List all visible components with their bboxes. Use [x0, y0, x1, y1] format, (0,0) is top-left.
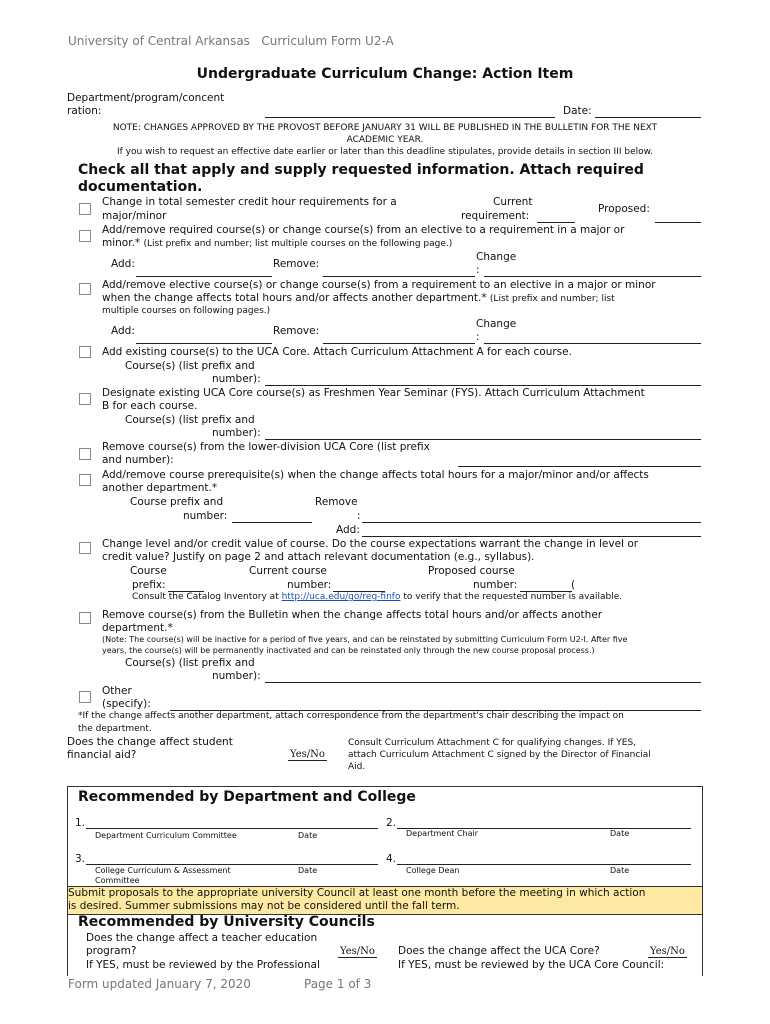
- required-courses-checkbox[interactable]: [79, 230, 91, 242]
- instructions-2: documentation.: [78, 179, 203, 195]
- catalog-consult-pre: Consult the Catalog Inventory at: [132, 592, 282, 602]
- deadline-line-2: is desired. Summer submissions may not be considered until the fall term.: [68, 900, 460, 912]
- core-add-checkbox[interactable]: [79, 346, 91, 358]
- core-add-course-label-1: Course(s) (list prefix and: [125, 360, 255, 372]
- required-remove-label: Remove:: [273, 258, 320, 270]
- dept-label-2: ration:: [67, 105, 102, 117]
- bulletin-remove-label-2: department.*: [102, 622, 173, 634]
- elective-courses-note-2: multiple courses on following pages.): [102, 306, 271, 316]
- prereq-label-1: Add/remove course prerequisite(s) when the change affects total hours for a major/minor and/or affects: [102, 469, 649, 481]
- level-paren: (: [571, 579, 576, 591]
- signature-number-1: 1.: [75, 817, 86, 829]
- level-credit-label-1: Change level and/or credit value of course. Do the course expectations warrant the change in level or: [102, 538, 639, 550]
- elective-add-label: Add:: [111, 325, 135, 337]
- footer-page-number: Page 1 of 3: [304, 977, 372, 991]
- required-courses-note: (List prefix and number; list multiple courses on the following page.): [143, 239, 453, 249]
- required-courses-label-2: minor.*: [102, 237, 141, 249]
- dept-chair-label: Department Chair: [406, 829, 479, 838]
- teacher-ed-question-2: program?: [86, 945, 137, 957]
- teacher-ed-review-note: If YES, must be reviewed by the Professional: [86, 959, 320, 971]
- prereq-checkbox[interactable]: [79, 474, 91, 486]
- prereq-course-label-2: number:: [183, 510, 228, 522]
- page-title: Undergraduate Curriculum Change: Action Item: [196, 66, 574, 82]
- proposed-label: Proposed:: [598, 203, 650, 215]
- required-add-field[interactable]: [136, 276, 272, 277]
- bulletin-course-label-2: number):: [212, 670, 261, 682]
- bulletin-course-label-1: Course(s) (list prefix and: [125, 657, 255, 669]
- credit-hours-checkbox[interactable]: [79, 203, 91, 215]
- current-requirement-field[interactable]: [537, 222, 575, 223]
- prereq-course-field[interactable]: [232, 522, 312, 523]
- institution-name: University of Central Arkansas: [68, 34, 250, 48]
- date-label: Date:: [563, 105, 592, 117]
- core-yes-no-field[interactable]: Yes/No: [650, 946, 685, 957]
- fys-course-label-2: number):: [212, 427, 261, 439]
- dept-college-heading: Recommended by Department and College: [78, 789, 416, 805]
- current-requirement-label-2: requirement:: [461, 210, 530, 222]
- fys-course-field[interactable]: [265, 439, 701, 440]
- date-field[interactable]: [595, 117, 701, 118]
- dept-chair-date-label: Date: [610, 829, 630, 838]
- catalog-inventory-link[interactable]: http://uca.edu/go/reg-finfo: [281, 592, 401, 602]
- note-line-3: If you wish to request an effective date earlier or later than this deadline stipulates, provide details in section III below.: [116, 147, 654, 157]
- core-question: Does the change affect the UCA Core?: [398, 945, 600, 957]
- aid-consult-2: attach Curriculum Attachment C signed by the Director of Financial: [348, 750, 651, 760]
- core-remove-label-1: Remove course(s) from the lower-division UCA Core (list prefix: [102, 441, 430, 453]
- aid-yes-no-field[interactable]: Yes/No: [290, 749, 325, 760]
- college-committee-date-label: Date: [298, 866, 318, 875]
- signature-number-4: 4.: [386, 853, 397, 865]
- other-label-2: (specify):: [102, 698, 151, 710]
- elective-change-label-2: :: [476, 331, 480, 343]
- elective-remove-label: Remove:: [273, 325, 320, 337]
- elective-courses-label-1: Add/remove elective course(s) or change course(s) from a requirement to an elective in a major or minor: [102, 279, 656, 291]
- councils-heading: Recommended by University Councils: [78, 914, 375, 930]
- college-committee-label-1: College Curriculum & Assessment: [95, 866, 231, 875]
- credit-hours-label-2: major/minor: [102, 210, 167, 222]
- bulletin-course-field[interactable]: [265, 682, 701, 683]
- level-proposed-label-2: number:: [473, 579, 518, 591]
- required-change-label-2: :: [476, 264, 480, 276]
- other-checkbox[interactable]: [79, 691, 91, 703]
- core-add-course-field[interactable]: [265, 385, 701, 386]
- proposed-field[interactable]: [655, 222, 701, 223]
- elective-add-field[interactable]: [136, 343, 272, 344]
- required-change-field[interactable]: [484, 276, 701, 277]
- elective-courses-note-1: (List prefix and number; list: [489, 294, 615, 304]
- college-dean-signature[interactable]: [397, 864, 691, 865]
- level-current-label-2: number:: [287, 579, 332, 591]
- note-line-1: NOTE: CHANGES APPROVED BY THE PROVOST BEFORE JANUARY 31 WILL BE PUBLISHED IN THE BULLETIN FOR THE NEXT: [112, 123, 658, 133]
- prereq-remove-label-1: Remove: [315, 496, 358, 508]
- signature-number-2: 2.: [386, 817, 397, 829]
- required-remove-field[interactable]: [323, 276, 475, 277]
- bulletin-note-2: years, the course(s) will be permanently inactivated and can be reinstated only through the new course proposal process.): [102, 646, 595, 655]
- elective-remove-field[interactable]: [323, 343, 475, 344]
- core-remove-field[interactable]: [458, 466, 701, 467]
- aid-question-2: financial aid?: [67, 749, 137, 761]
- required-courses-label-1: Add/remove required course(s) or change course(s) from an elective to a requirement in a major or: [102, 224, 625, 236]
- aid-consult-1: Consult Curriculum Attachment C for qualifying changes. If YES,: [348, 738, 637, 748]
- dept-committee-label: Department Curriculum Committee: [95, 831, 237, 840]
- level-credit-label-2: credit value? Justify on page 2 and attach relevant documentation (e.g., syllabus).: [102, 551, 535, 563]
- college-committee-label-2: Committee: [95, 876, 140, 885]
- credit-hours-label-1: Change in total semester credit hour requirements for a: [102, 196, 397, 208]
- elective-courses-checkbox[interactable]: [79, 283, 91, 295]
- required-change-label-1: Change: [476, 251, 517, 263]
- core-review-note: If YES, must be reviewed by the UCA Core Council:: [398, 959, 665, 971]
- fys-course-label-1: Course(s) (list prefix and: [125, 414, 255, 426]
- aid-question-1: Does the change affect student: [67, 736, 233, 748]
- signature-number-3: 3.: [75, 853, 86, 865]
- deadline-line-1: Submit proposals to the appropriate university Council at least one month before the meeting in which action: [68, 887, 646, 899]
- prereq-add-field[interactable]: [362, 536, 701, 537]
- level-current-label-1: Current course: [249, 565, 327, 577]
- level-proposed-label-1: Proposed course: [428, 565, 515, 577]
- elective-courses-label-2: when the change affects total hours and/or affects another department.*: [102, 292, 487, 304]
- footnote-2: the department.: [78, 724, 152, 734]
- prereq-course-label-1: Course prefix and: [130, 496, 224, 508]
- bulletin-remove-label-1: Remove course(s) from the Bulletin when the change affects total hours and/or affects another: [102, 609, 603, 621]
- prereq-remove-label-2: :: [357, 510, 361, 522]
- prereq-remove-field[interactable]: [362, 522, 701, 523]
- college-dean-date-label: Date: [610, 866, 630, 875]
- current-requirement-label-1: Current: [493, 196, 533, 208]
- teacher-ed-question-1: Does the change affect a teacher education: [86, 932, 318, 944]
- teacher-ed-yes-no-field[interactable]: Yes/No: [340, 946, 375, 957]
- form-header: [68, 34, 394, 48]
- form-id: Curriculum Form U2-A: [261, 34, 394, 48]
- college-dean-label: College Dean: [406, 866, 460, 875]
- fys-label-2: B for each course.: [102, 400, 198, 412]
- footer-updated: Form updated January 7, 2020: [68, 977, 251, 991]
- dept-label-1: Department/program/concent: [67, 92, 225, 104]
- level-credit-checkbox[interactable]: [79, 542, 91, 554]
- bulletin-remove-checkbox[interactable]: [79, 612, 91, 624]
- dept-committee-signature[interactable]: [86, 828, 378, 829]
- fys-checkbox[interactable]: [79, 393, 91, 405]
- dept-committee-date-label: Date: [298, 831, 318, 840]
- level-prefix-label-1: Course: [130, 565, 167, 577]
- college-committee-signature[interactable]: [86, 864, 378, 865]
- footnote-1: *If the change affects another department, attach correspondence from the department's chair describing the impact on: [78, 711, 624, 721]
- note-line-2: ACADEMIC YEAR.: [346, 135, 424, 145]
- instructions-1: Check all that apply and supply requested information. Attach required: [78, 162, 644, 178]
- dept-field[interactable]: [265, 117, 555, 118]
- elective-change-field[interactable]: [484, 343, 701, 344]
- prereq-add-label: Add:: [336, 524, 360, 536]
- bulletin-note-1: (Note: The course(s) will be inactive for a period of five years, and can be reinstated by submitting Curriculum Form U2-I. After five: [102, 635, 628, 644]
- other-label-1: Other: [102, 685, 132, 697]
- core-add-course-label-2: number):: [212, 373, 261, 385]
- core-remove-label-2: and number):: [102, 454, 174, 466]
- core-remove-checkbox[interactable]: [79, 448, 91, 460]
- elective-change-label-1: Change: [476, 318, 517, 330]
- required-add-label: Add:: [111, 258, 135, 270]
- core-add-label: Add existing course(s) to the UCA Core. Attach Curriculum Attachment A for each course.: [102, 346, 572, 358]
- catalog-consult-post: to verify that the requested number is available.: [400, 592, 623, 602]
- prereq-label-2: another department.*: [102, 482, 218, 494]
- aid-consult-3: Aid.: [348, 762, 366, 772]
- level-prefix-label-2: prefix:: [132, 579, 166, 591]
- fys-label-1: Designate existing UCA Core course(s) as Freshmen Year Seminar (FYS). Attach Curriculum Attachment: [102, 387, 645, 399]
